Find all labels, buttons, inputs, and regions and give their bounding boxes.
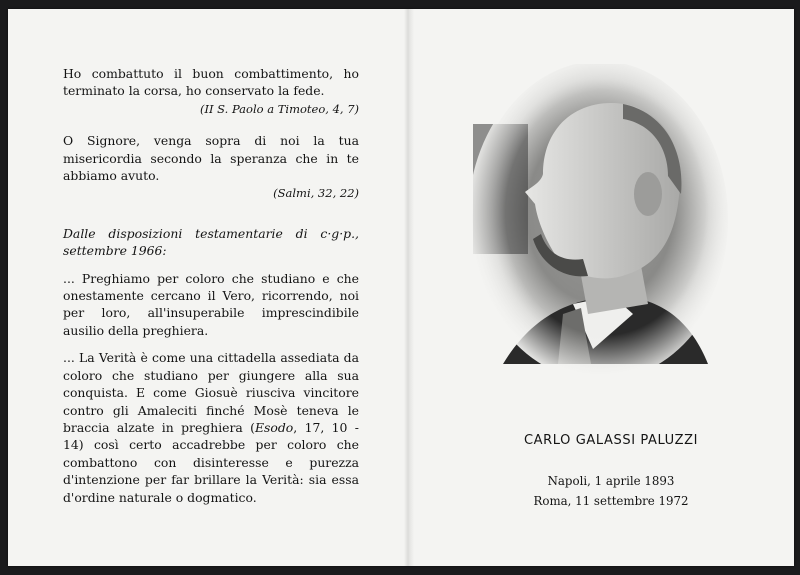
memorial-card	[8, 9, 794, 566]
card-fold	[404, 9, 414, 566]
citation-psalms: (Salmi, 32, 22)	[273, 186, 359, 201]
verse-psalms: O Signore, venga sopra di noi la tua misericordia secondo la speranza che in te abbiamo avuto.	[63, 133, 359, 184]
verse-timothy: Ho combattuto il buon combattimento, ho terminato la corsa, ho conservato la fede.	[63, 66, 359, 99]
person-name: CARLO GALASSI PALUZZI	[523, 433, 699, 448]
left-panel	[63, 65, 359, 506]
death-line: Roma, 11 settembre 1972	[533, 494, 689, 508]
citation-timothy: (II S. Paolo a Timoteo, 4, 7)	[199, 101, 359, 116]
portrait-photo	[463, 64, 728, 384]
life-dates	[420, 471, 800, 511]
birth-line: Napoli, 1 aprile 1893	[547, 474, 675, 488]
testament-paragraph-1: ... Preghiamo per coloro che studiano e che onestamente cercano il Vero, ricorrendo, noi per loro, all'insuperabile imprescindibile ausilio della preghiera.	[63, 270, 359, 338]
testament-paragraph-2: ... La Verità è come una cittadella assediata da coloro che studiano per giungere alla sua conquista. E come Giosuè riusciva vincitore contro gli Amaleciti finché Mosè teneva le braccia alzate in preghiera (Esodo, 17, 10 - 14) così certo accadrebbe per coloro che combattono con disinteresse e purezza d'intenzione per far brillare la Verità: sia essa d'ordine naturale o dogmatico.	[63, 350, 359, 505]
testament-heading: Dalle disposizioni testamentarie di c·g·p., settembre 1966:	[63, 225, 359, 259]
